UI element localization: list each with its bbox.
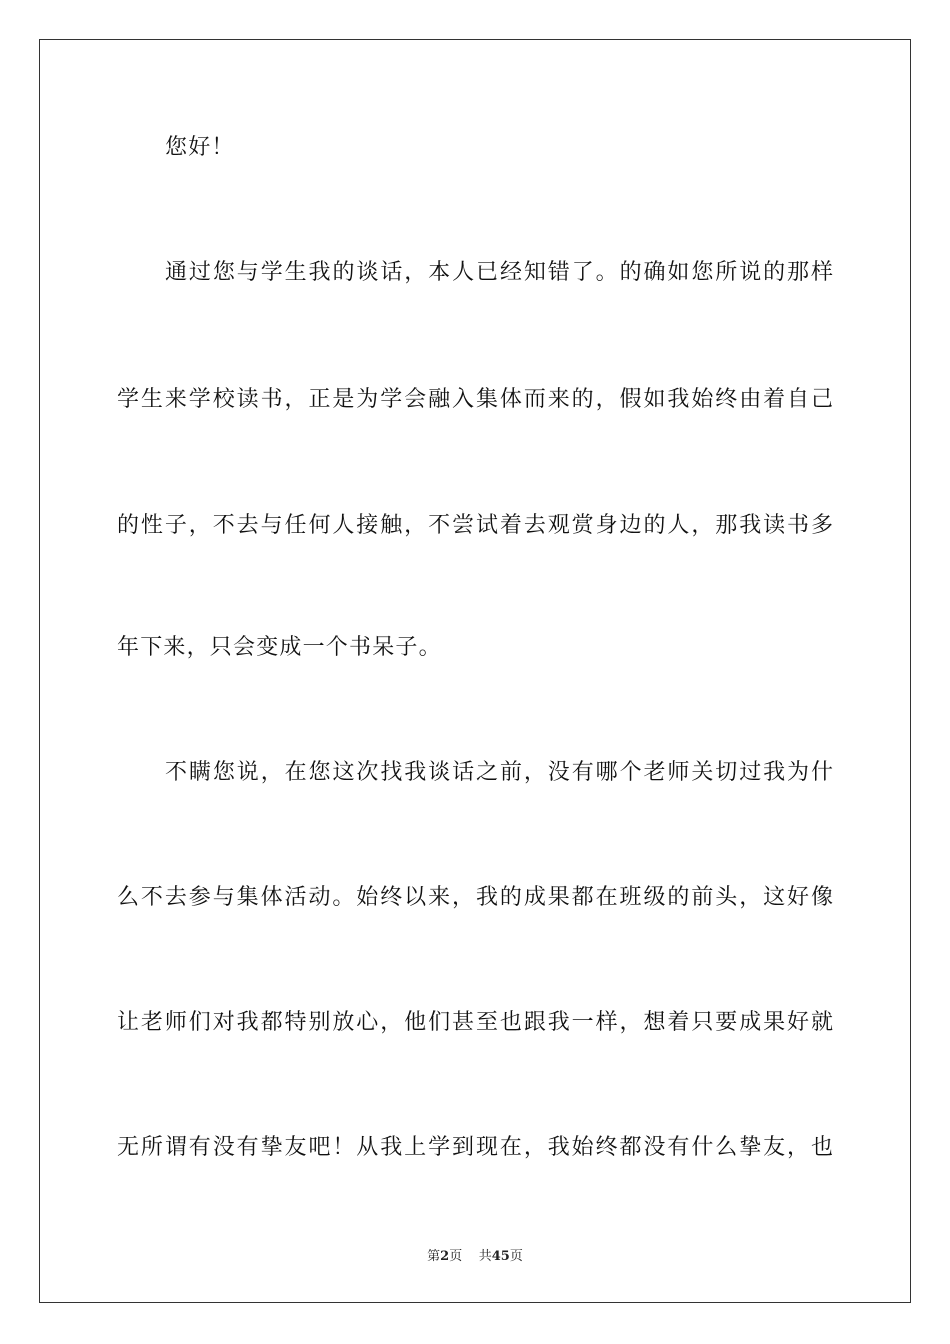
page-number: 2 [440,1249,450,1264]
page-border [39,39,911,1303]
paragraph-2-line-2: 么不去参与集体活动。始终以来，我的成果都在班级的前头，这好像 [117,885,833,910]
paragraph-1-line-2: 学生来学校读书，正是为学会融入集体而来的，假如我始终由着自己 [117,387,833,412]
paragraph-2-line-4: 无所谓有没有挚友吧！从我上学到现在，我始终都没有什么挚友，也 [117,1135,833,1160]
paragraph-1-line-3: 的性子，不去与任何人接触，不尝试着去观赏身边的人，那我读书多 [117,513,833,538]
page-footer [0,1248,950,1266]
greeting-line: 您好！ [165,135,235,160]
paragraph-2-line-1: 不瞒您说，在您这次找我谈话之前，没有哪个老师关切过我为什 [165,760,833,785]
page-prefix: 第 [427,1249,441,1264]
total-pages: 45 [491,1249,510,1264]
total-prefix: 共 [478,1249,492,1264]
paragraph-2-line-3: 让老师们对我都特别放心，他们甚至也跟我一样，想着只要成果好就 [117,1010,833,1035]
paragraph-1-line-4: 年下来，只会变成一个书呆子。 [117,635,442,660]
paragraph-1-line-1: 通过您与学生我的谈话，本人已经知错了。的确如您所说的那样 [165,260,833,285]
total-suffix: 页 [509,1249,523,1264]
page-suffix: 页 [449,1249,463,1264]
